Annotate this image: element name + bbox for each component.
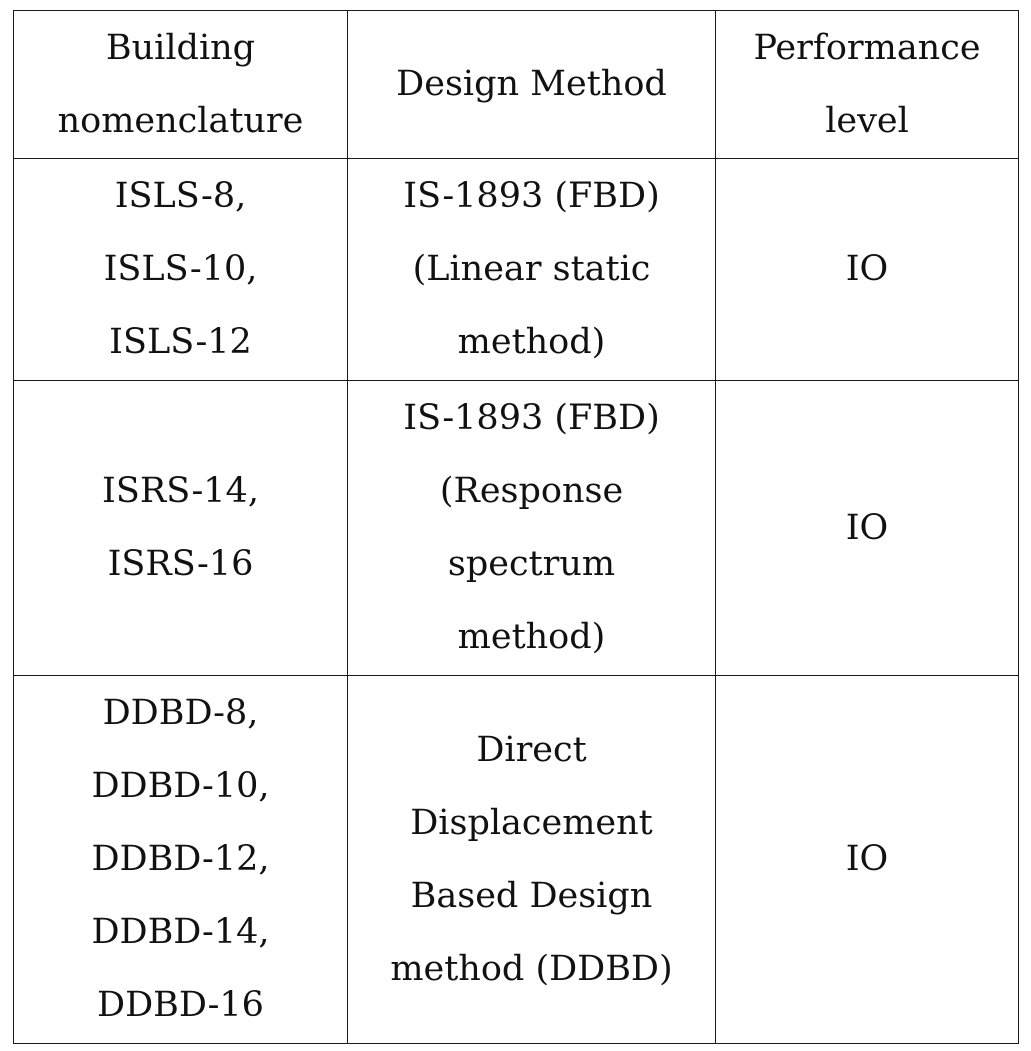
- header-text-line: Building: [105, 27, 256, 68]
- table-row: [14, 381, 1019, 676]
- table-row: [14, 676, 1019, 1044]
- method-line: Direct: [476, 729, 587, 770]
- cell-nomenclature: [14, 381, 348, 676]
- method-line: method): [457, 617, 606, 657]
- design-methods-table: [13, 10, 1019, 1044]
- nomenclature-line: ISRS-14,: [102, 471, 259, 511]
- method-line: IS-1893 (FBD): [403, 398, 660, 438]
- cell-design-method: [348, 159, 716, 381]
- method-line: spectrum: [447, 544, 616, 584]
- method-line: Based Design: [410, 875, 653, 916]
- header-text-line: level: [825, 100, 909, 141]
- cell-design-method: [348, 381, 716, 676]
- nomenclature-line: DDBD-16: [97, 985, 264, 1025]
- cell-performance-level: [716, 676, 1019, 1044]
- method-line: IS-1893 (FBD): [403, 176, 660, 216]
- level-text: IO: [845, 249, 889, 289]
- nomenclature-line: DDBD-12,: [91, 839, 270, 879]
- header-building-nomenclature: [14, 11, 348, 159]
- nomenclature-line: ISLS-12: [109, 322, 252, 362]
- level-text: IO: [845, 839, 889, 879]
- cell-design-method: [348, 676, 716, 1044]
- nomenclature-line: DDBD-10,: [91, 766, 270, 806]
- table-row: [14, 159, 1019, 381]
- cell-nomenclature: [14, 676, 348, 1044]
- header-text-line: nomenclature: [57, 100, 304, 141]
- method-line: method): [457, 322, 606, 362]
- method-line: (Linear static: [412, 249, 651, 289]
- header-performance-level: [716, 11, 1019, 159]
- method-line: method (DDBD): [390, 948, 673, 989]
- table-header-row: [14, 11, 1019, 159]
- header-text-line: Performance: [753, 27, 981, 68]
- nomenclature-line: DDBD-14,: [91, 912, 270, 952]
- nomenclature-line: ISRS-16: [107, 544, 254, 584]
- nomenclature-line: ISLS-8,: [114, 176, 247, 216]
- method-line: Displacement: [410, 802, 653, 843]
- method-line: (Response: [439, 471, 624, 511]
- cell-performance-level: [716, 381, 1019, 676]
- header-design-method: [348, 11, 716, 159]
- nomenclature-line: ISLS-10,: [103, 249, 258, 289]
- cell-performance-level: [716, 159, 1019, 381]
- cell-nomenclature: [14, 159, 348, 381]
- nomenclature-line: DDBD-8,: [102, 693, 259, 733]
- level-text: IO: [845, 507, 889, 548]
- header-text-line: Design Method: [396, 64, 667, 104]
